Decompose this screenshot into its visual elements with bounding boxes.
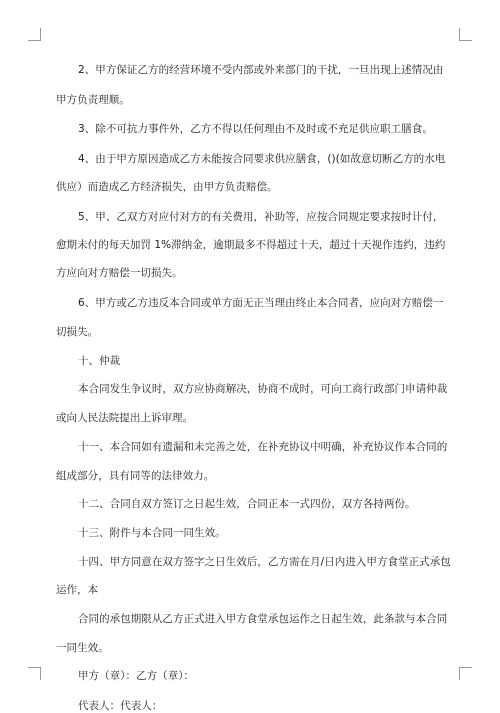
- crop-mark-bottom-left: [28, 667, 41, 680]
- paragraph-line: 5、甲、乙双方对应付对方的有关费用，补助等，应按合同规定要求按时计付，: [78, 211, 444, 223]
- signature-line-representative: 代表人：代表人：: [78, 700, 163, 712]
- paragraph-line: 供应）而造成乙方经济损失，由甲方负责赔偿。: [56, 181, 278, 193]
- paragraph-line: 2、甲方保证乙方的经营环境不受内部或外来部门的干扰，一旦出现上述情况由: [78, 64, 444, 76]
- paragraph-line: 3、除不可抗力事件外，乙方不得以任何理由不及时或不充足供应职工膳食。: [78, 123, 433, 135]
- paragraph-line: 4、由于甲方原因造成乙方未能按合同要求供应膳食，()(如故意切断乙方的水电: [78, 153, 446, 165]
- paragraph-line: 切损失。: [56, 326, 99, 338]
- paragraph-line: 本合同发生争议时，双方应协商解决，协商不成时，可向工商行政部门申请仲裁: [78, 383, 448, 395]
- signature-line-seal: 甲方（章）：乙方（章）：: [78, 670, 195, 682]
- paragraph-line: 组成部分，具有同等的法律效力。: [56, 470, 215, 482]
- paragraph-line: 方应向对方赔偿一切损失。: [56, 267, 183, 279]
- crop-mark-top-right: [459, 28, 472, 41]
- crop-mark-top-left: [28, 28, 41, 41]
- paragraph-line: 合同的承包期限从乙方正式进入甲方食堂承包运作之日起生效，此条款与本合同: [78, 613, 448, 625]
- paragraph-line: 十二、合同自双方签订之日起生效，合同正本一式四份，双方各持两份。: [78, 498, 416, 510]
- paragraph-line: 十三、附件与本合同一同生效。: [78, 527, 226, 539]
- paragraph-line: 或向人民法院提出上诉审理。: [56, 412, 194, 424]
- section-heading: 十、仲裁: [78, 355, 121, 367]
- paragraph-line: 一同生效。: [56, 642, 109, 654]
- paragraph-line: 愈期未付的每天加罚 1%滞纳金，逾期最多不得超过十天，超过十天视作违约，违约: [56, 239, 446, 251]
- crop-mark-bottom-right: [459, 667, 472, 680]
- paragraph-line: 十四、甲方同意在双方签字之日生效后，乙方需在月/日内进入甲方食堂正式承包: [78, 556, 451, 568]
- paragraph-line: 6、甲方或乙方违反本合同或单方面无正当理由终止本合同者，应向对方赔偿一: [78, 297, 444, 309]
- paragraph-line: 十一、本合同如有遗漏和未完善之处，在补充协议中明确，补充协议作本合同的: [78, 441, 448, 453]
- paragraph-line: 运作，本: [56, 584, 99, 596]
- paragraph-line: 甲方负责理顺。: [56, 94, 130, 106]
